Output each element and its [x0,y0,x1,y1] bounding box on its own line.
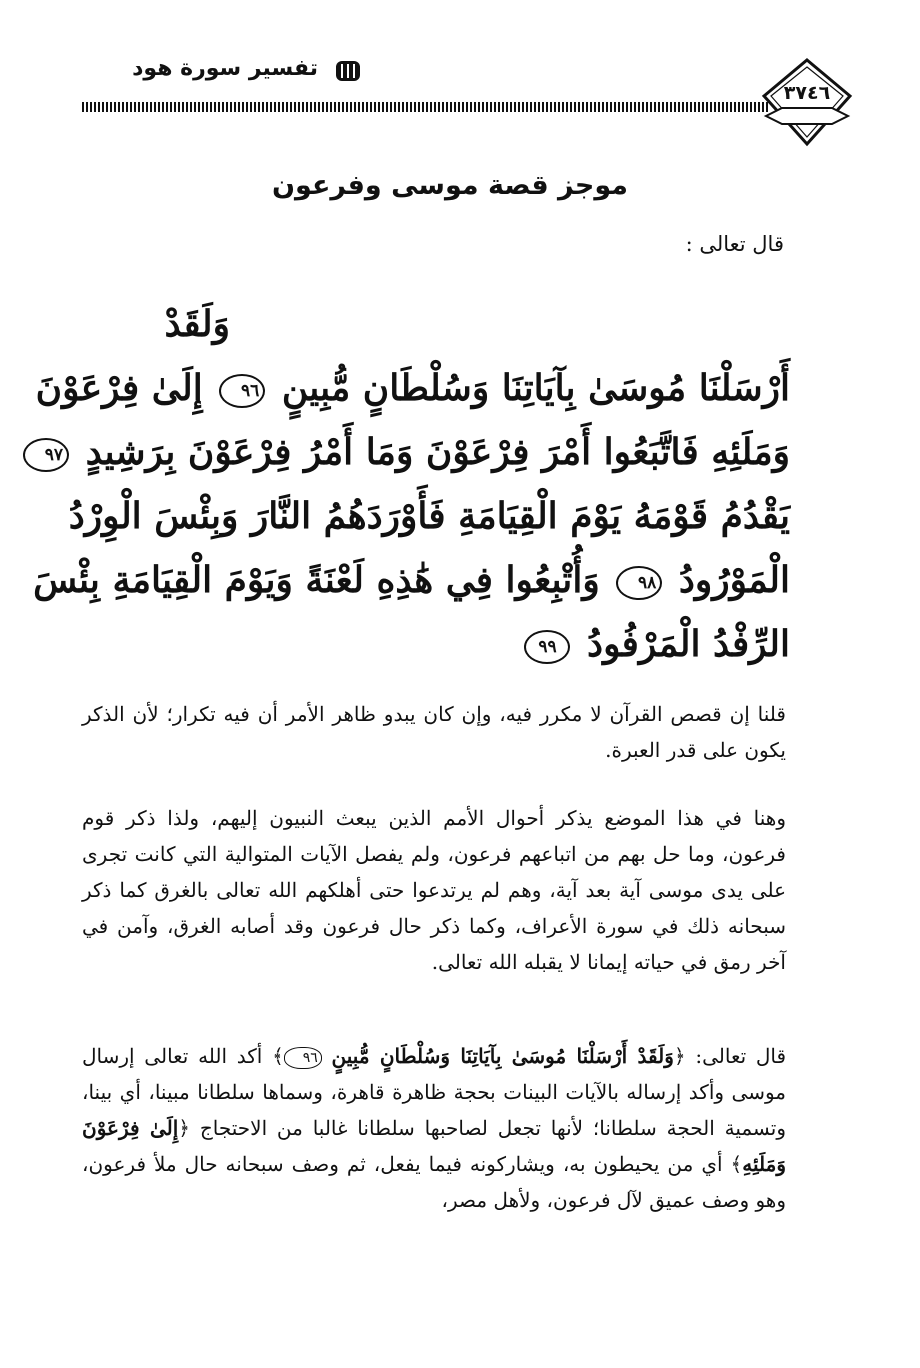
verse-text: الرِّفْدُ الْمَرْفُودُ [587,623,790,665]
verse-line-1 [150,292,790,356]
header-ornament-icon [333,58,363,84]
quran-verses [33,292,790,676]
verse-line-2 [35,356,790,420]
quote-close-icon: ﴾ [272,1044,284,1068]
verse-line-5 [33,548,790,612]
verse-text: أَرْسَلْنَا مُوسَىٰ بِآيَاتِنَا وَسُلْطَانٍ مُّبِينٍ [281,367,790,409]
paragraph-text: قال تعالى: [695,1044,787,1068]
quote-open-icon: ﴿ [673,1044,686,1068]
ayah-marker-icon: ٩٦ [284,1047,322,1069]
verse-text: وَمَلَئِهِ فَاتَّبَعُوا أَمْرَ فِرْعَوْنَ وَمَا أَمْرُ فِرْعَوْنَ بِرَشِيدٍ [85,431,790,473]
paragraph-text: أكد الله تعالى إرسال موسى وأكد إرساله بالآيات البينات بحجة ظاهرة قاهرة، وسماها سلطانا مبينا، أي بينا، وتسمية الحجة سلطانا؛ لأنها تجعل لصاحبها سلطانا غالبا من الاحتجاج [82,1044,786,1140]
verse-text: يَقْدُمُ قَوْمَهُ يَوْمَ الْقِيَامَةِ فَأَوْرَدَهُمُ النَّارَ وَبِئْسَ الْوِرْدُ [68,495,790,537]
quote-open-icon: ﴿ [178,1116,191,1140]
verse-text: وَأُتْبِعُوا فِي هَٰذِهِ لَعْنَةً وَيَوْمَ الْقِيَامَةِ بِئْسَ [33,559,600,601]
paragraph-3 [82,1038,786,1218]
verse-text: الْمَوْرُودُ [678,559,790,601]
verse-line-3 [44,420,790,484]
page-number: ٣٧٤٦ [783,82,831,104]
inline-quote: إِلَىٰ فِرْعَوْنَ وَمَلَئِهِ [82,1116,787,1176]
section-title: موجز قصة موسى وفرعون [272,170,628,201]
ayah-marker-icon: ٩٨ [616,566,662,600]
paragraph-2: وهنا في هذا الموضع يذكر أحوال الأمم الذين يبعث النبيون إليهم، ولذا ذكر قوم فرعون، وما حل بهم من اتباعهم فرعون، ولم يفصل الآيات المتوالية التي كانت تجرى على يدى موسى آية بعد آية، وهم لم يرتدعوا حتى أهلكهم الله تعالى بالغرق كما ذكر سبحانه ذلك في سورة الأعراف، وكما ذكر حال فرعون وقد أصابه الغرق، وآمن في آخر رمق في حياته إيمانا لا يقبله الله تعالى. [82,806,786,974]
verse-text: إِلَىٰ فِرْعَوْنَ [35,367,203,409]
paragraph-text: أي من يحيطون به، ويشاركونه فيما يفعل، ثم وصف سبحانه حال ملأ فرعون، وهو وصف عميق لآل فرعون، ولأهل مصر، [82,1152,786,1212]
ayah-marker-icon: ٩٧ [23,438,69,472]
intro-text: قال تعالى : [685,232,784,256]
paragraph-1: قلنا إن قصص القرآن لا مكرر فيه، وإن كان يبدو ظاهر الأمر أن فيه تكرار؛ لأن الذكر يكون على قدر العبرة. [82,702,786,762]
header-rule [82,102,768,112]
verse-text: وَلَقَدْ [164,303,230,345]
ayah-marker-icon: ٩٦ [219,374,265,408]
quote-close-icon: ﴾ [730,1152,743,1176]
verse-line-6 [150,612,790,676]
ayah-marker-icon: ٩٩ [524,630,570,664]
running-title: تفسير سورة هود [132,56,318,81]
verse-line-4 [68,484,790,548]
inline-quote: وَلَقَدْ أَرْسَلْنَا مُوسَىٰ بِآيَاتِنَا وَسُلْطَانٍ مُّبِينٍ [331,1044,674,1068]
